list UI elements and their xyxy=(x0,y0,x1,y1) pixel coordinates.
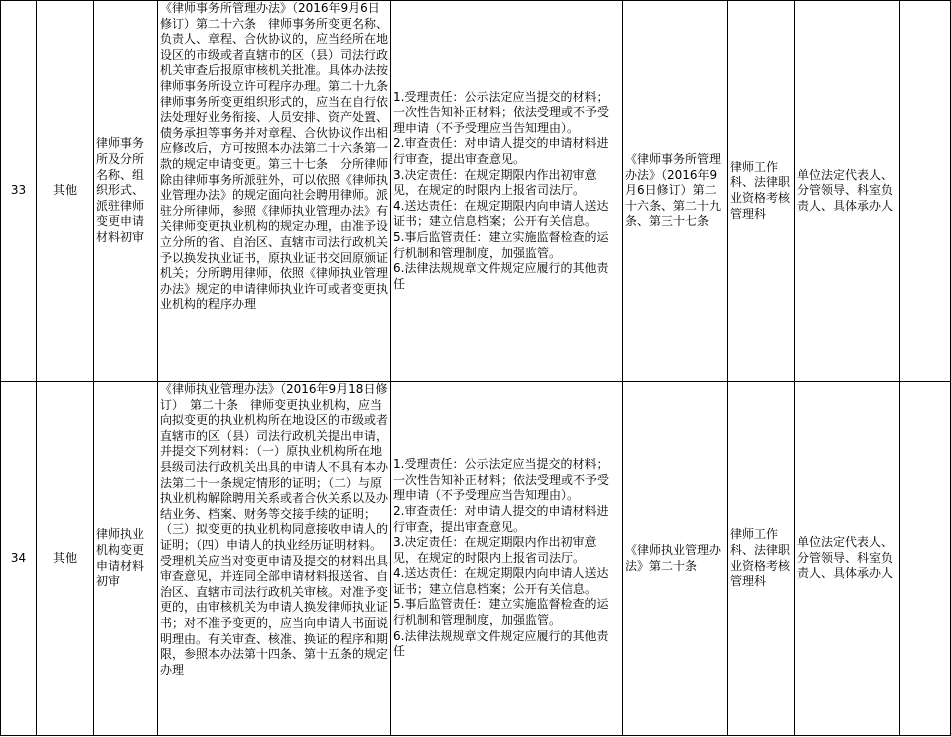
responsible-subject: 单位法定代表人、分管领导、科室负责人、具体承办人 xyxy=(795,1,900,382)
legal-text: 《律师事务所管理办法》（2016年9月6日修订）第二十六条 律师事务所变更名称、负责人、章程、合伙协议的，应当经所在地设区的市级或者直辖市的区（县）司法行政机关审查后报原审核机关批准。具体办法按律师事务所设立许可程序办理。第二十九条 律师事务所变更组织形式的，应当在自行依法处理好业务衔接、人员安排、资产处置、债务承担等事务并对章程、合伙协议作出相应修改后，方可按照本办法第二十六条第一款的规定申请变更。第三十七条 分所律师除由律师事务所派驻外，可以依照《律师执业管理办法》的规定面向社会聘用律师。派驻分所律师，参照《律师执业管理办法》有关律师变更执业机构的规定办理，由准予设立分所的省、自治区、直辖市司法行政机关予以换发执业证书，原执业证书交回原颁证机关；分所聘用律师，依照《律师执业管理办法》规定的申请律师执业许可或者变更执业机构的程序办理 xyxy=(158,1,391,382)
responsibility-item: 4.送达责任：在规定期限内向申请人送达证书；建立信息档案；公开有关信息。 xyxy=(393,566,609,596)
responsibility-item: 3.决定责任：在规定期限内作出初审意见，在规定的时限内上报省司法厅。 xyxy=(393,167,597,198)
responsibility-item: 2.审查责任：对申请人提交的申请材料进行审查，提出审查意见。 xyxy=(393,503,609,534)
item-name: 律师事务所及分所名称、组织形式、派驻律师变更申请材料初审 xyxy=(94,1,158,382)
responsibility-item: 6.法律法规规章文件规定应履行的其他责任 xyxy=(393,628,609,659)
remarks-cell xyxy=(900,382,951,736)
legal-basis: 《律师事务所管理办法》（2016年9月6日修订）第二十六条、第二十九条、第三十七条 xyxy=(623,1,728,382)
responsibility-item: 2.审查责任：对申请人提交的申请材料进行审查，提出审查意见。 xyxy=(393,136,609,167)
responsibility-item: 6.法律法规规章文件规定应履行的其他责任 xyxy=(393,261,609,291)
responsibility-item: 1.受理责任：公示法定应当提交的材料；一次性告知补正材料；依法受理或不予受理申请（不予受理应当告知理由）。 xyxy=(393,89,610,135)
responsibility-item: 5.事后监管责任：建立实施监督检查的运行机制和管理制度，加强监管。 xyxy=(393,597,609,628)
responsibility-item: 4.送达责任：在规定期限内向申请人送达证书；建立信息档案；公开有关信息。 xyxy=(393,198,609,229)
responsibility-list xyxy=(391,382,623,736)
department: 律师工作科、法律职业资格考核管理科 xyxy=(728,382,795,736)
item-type: 其他 xyxy=(37,1,94,382)
responsibility-list xyxy=(391,1,623,382)
responsibility-item: 3.决定责任：在规定期限内作出初审意见，在规定的时限内上报省司法厅。 xyxy=(393,535,597,565)
table-row xyxy=(1,1,951,382)
remarks-cell xyxy=(900,1,951,382)
row-number: 34 xyxy=(1,382,37,736)
item-type: 其他 xyxy=(37,382,94,736)
legal-basis: 《律师执业管理办法》第二十条 xyxy=(623,382,728,736)
department: 律师工作科、法律职业资格考核管理科 xyxy=(728,1,795,382)
responsibility-item: 5.事后监管责任：建立实施监督检查的运行机制和管理制度，加强监管。 xyxy=(393,229,609,260)
item-name: 律师执业机构变更申请材料初审 xyxy=(94,382,158,736)
table-row xyxy=(1,382,951,736)
responsible-subject: 单位法定代表人、分管领导、科室负责人、具体承办人 xyxy=(795,382,900,736)
row-number: 33 xyxy=(1,1,37,382)
responsibility-item: 1.受理责任：公示法定应当提交的材料；一次性告知补正材料；依法受理或不予受理申请（不予受理应当告知理由）。 xyxy=(393,457,610,503)
legal-text: 《律师执业管理办法》（2016年9月18日修订） 第二十条 律师变更执业机构，应当向拟变更的执业机构所在地设区的市级或者直辖市的区（县）司法行政机关提出申请，并提交下列材料：（一）原执业机构所在地县级司法行政机关出具的申请人不具有本办法第二十一条规定情形的证明；（二）与原执业机构解除聘用关系或者合伙关系以及办结业务、档案、财务等交接手续的证明；（三）拟变更的执业机构同意接收申请人的证明；（四）申请人的执业经历证明材料。 受理机关应当对变更申请及提交的材料出具审查意见，并连同全部申请材料报送省、自治区、直辖市司法行政机关审核。对准予变更的，由审核机关为申请人换发律师执业证书；对不准予变更的，应当向申请人书面说明理由。有关审查、核准、换证的程序和期限，参照本办法第十四条、第十五条的规定办理 xyxy=(158,382,391,736)
